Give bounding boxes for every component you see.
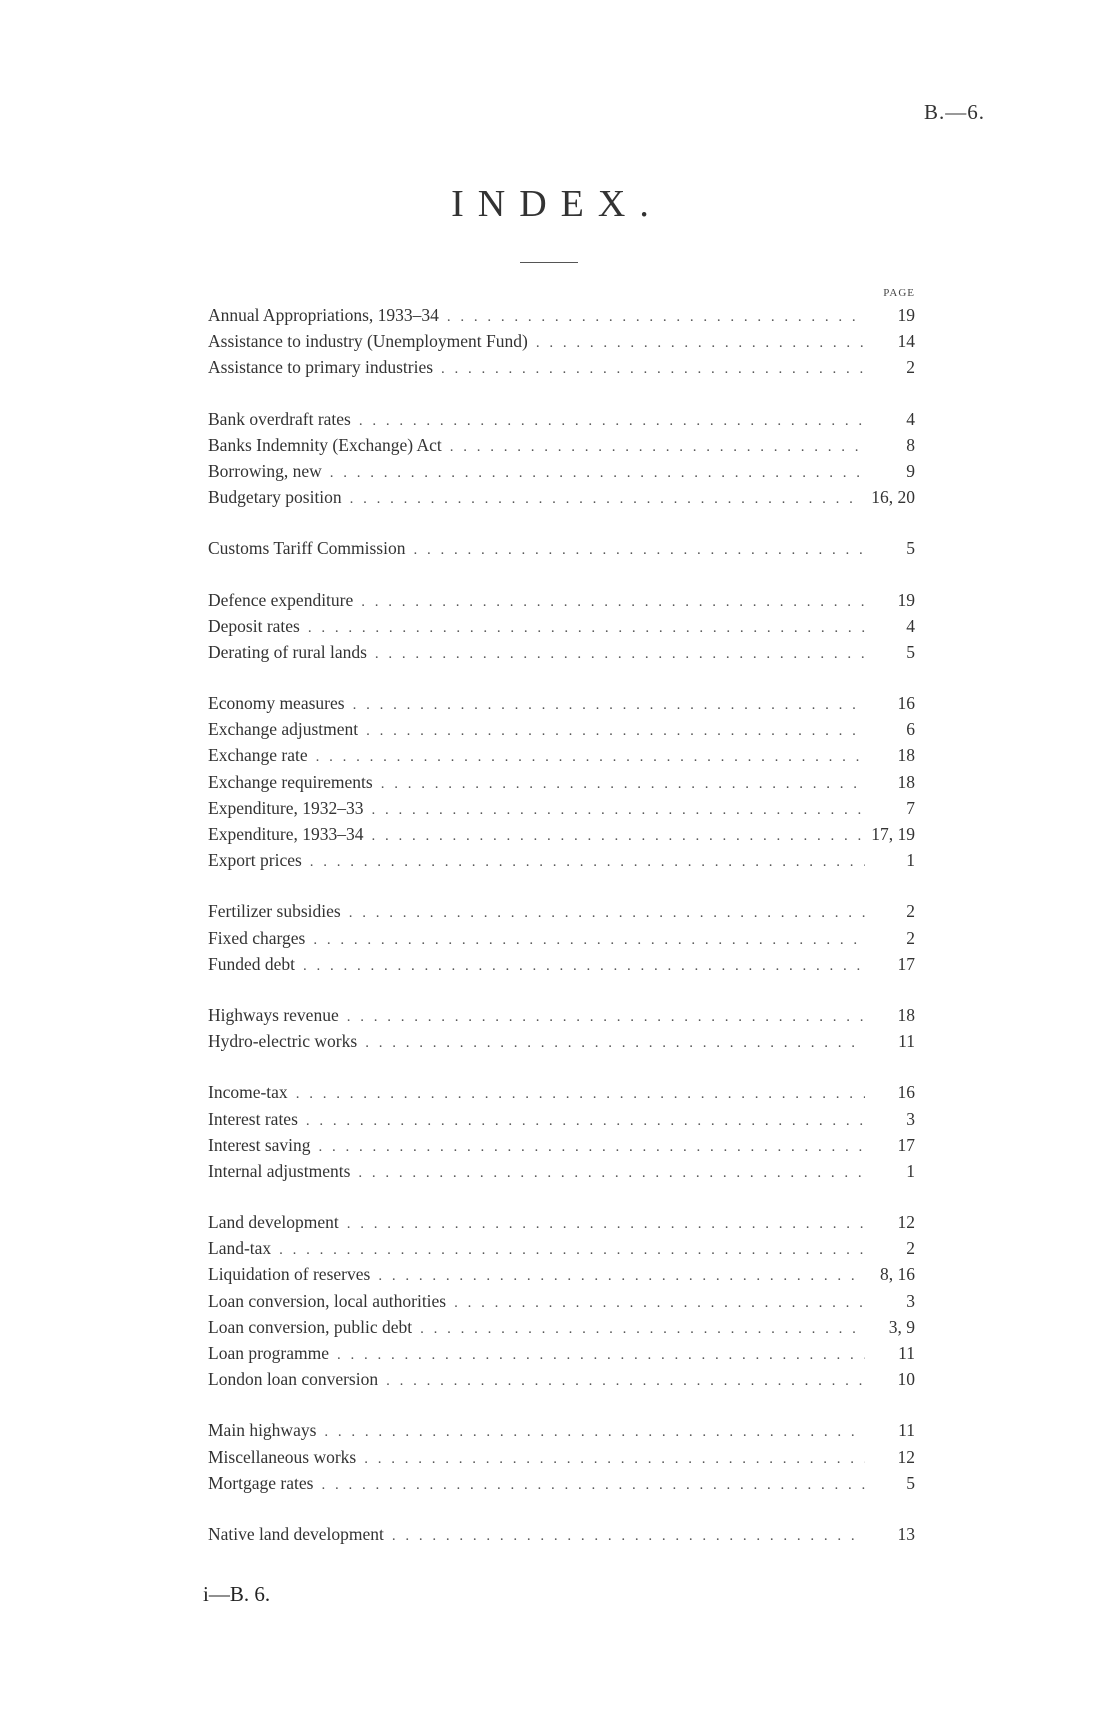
index-entry [208,1002,915,1028]
dot-leader [375,641,865,667]
index-entry-label: Interest saving [208,1134,311,1155]
dot-leader [364,1446,865,1472]
dot-leader [361,589,865,615]
index-entry-page: 10 [897,1369,915,1390]
index-entry-label: Expenditure, 1932–33 [208,797,364,818]
index-group [208,587,915,666]
index-entry-page: 16 [897,693,915,714]
dot-leader [386,1368,865,1394]
index-entry [208,1470,915,1496]
index-entry [208,1028,915,1054]
index-entry [208,328,915,354]
index-entry-page: 13 [897,1523,915,1544]
index-group [208,1079,915,1184]
index-entry-page: 12 [897,1446,915,1467]
dot-leader [536,330,865,356]
index-entry-label: Land development [208,1212,339,1233]
index-entry-page: 5 [906,1472,915,1493]
index-entry-label: Loan conversion, public debt [208,1316,413,1337]
index-entry-page: 16 [897,1082,915,1103]
index-group [208,690,915,873]
index-entry-label: Land-tax [208,1238,272,1259]
dot-leader [316,744,865,770]
index-entry-label: Expenditure, 1933–34 [208,824,364,844]
index-entry-label: London loan conversion [208,1369,379,1390]
index-entry [208,1366,915,1392]
index-entry-page: 8, 16 [880,1264,915,1285]
dot-leader [353,692,865,718]
dot-leader [319,1134,865,1160]
index-entry [208,769,915,795]
dot-leader [350,486,862,512]
index-entry-label: Native land development [208,1523,384,1544]
index-entry [208,690,915,716]
index-entry [208,925,915,951]
index-entry-label: Miscellaneous works [208,1446,357,1467]
index-entry-page: 5 [906,538,915,559]
index-entry-label: Assistance to primary industries [208,357,434,378]
index-entry-page: 1 [906,1160,915,1181]
index-group [208,1002,915,1054]
index-entry [208,1106,915,1132]
index-entry [208,1209,915,1235]
index-entry-page: 2 [906,357,915,378]
index-entry-page: 17, 19 [871,824,915,844]
dot-leader [349,900,865,926]
index-entry [208,458,915,484]
index-entry-page: 18 [897,745,915,766]
index-entry-page: 19 [897,589,915,610]
index-entry [208,898,915,924]
index-entry-page: 8 [906,434,915,455]
index-entry-label: Fixed charges [208,927,306,948]
index-entry [208,587,915,613]
index-entry [208,742,915,768]
index-entry [208,1521,915,1547]
index-entry-page: 17 [897,953,915,974]
index-entry [208,1417,915,1443]
dot-leader [296,1081,865,1107]
index-entry-label: Deposit rates [208,615,300,636]
index-group [208,302,915,381]
index-entry-label: Derating of rural lands [208,641,367,662]
dot-leader [441,356,865,382]
dot-leader [413,537,865,563]
dot-leader [372,797,865,823]
index-group [208,406,915,511]
index-entry-label: Bank overdraft rates [208,408,351,429]
dot-leader [279,1237,865,1263]
index-entry [208,1132,915,1158]
index-group [208,535,915,561]
index-entry-label: Funded debt [208,953,296,974]
dot-leader [450,434,865,460]
index-entry-page: 11 [898,1343,915,1363]
index-entry [208,1288,915,1314]
dot-leader [313,927,865,953]
index-entry [208,821,915,847]
index-entry-page: 3 [906,1290,915,1311]
index-entry-page: 4 [906,408,915,429]
index-entry [208,1444,915,1470]
dot-leader [365,1030,865,1056]
index-entry [208,1158,915,1184]
dot-leader [321,1472,865,1498]
index-entry [208,484,915,510]
index-entry-label: Exchange rate [208,745,308,766]
index-entry [208,1340,915,1366]
dot-leader [303,953,865,979]
index-entry-page: 19 [897,305,915,325]
dot-leader [420,1316,865,1342]
dot-leader [310,849,865,875]
index-entry-label: Economy measures [208,693,345,714]
index-entry-page: 1 [906,850,915,871]
index-entry [208,1261,915,1287]
index-entry [208,613,915,639]
index-entry [208,354,915,380]
dot-leader [306,1108,865,1134]
index-entry-label: Mortgage rates [208,1472,314,1493]
index-entry-page: 14 [897,331,915,352]
index-group [208,1417,915,1496]
dot-leader [359,408,865,434]
index-entry-page: 4 [906,615,915,636]
index-entry-label: Exchange requirements [208,771,373,792]
index-entry-label: Defence expenditure [208,589,354,610]
title-divider [520,262,578,263]
index-entry [208,302,915,328]
index-entry-page: 5 [906,641,915,662]
index-entry-page: 16, 20 [871,487,915,508]
index-entry-label: Loan programme [208,1343,329,1363]
index-entry-label: Income-tax [208,1082,288,1103]
index-entry-page: 2 [906,1238,915,1259]
index-entry [208,1235,915,1261]
index-entry [208,951,915,977]
index-entry [208,847,915,873]
index-entry-page: 3, 9 [888,1316,915,1337]
dot-leader [347,1211,865,1237]
dot-leader [366,718,865,744]
dot-leader [454,1290,865,1316]
page-reference: B.—6. [923,100,985,124]
index-entry-label: Fertilizer subsidies [208,901,341,922]
index-entry-label: Liquidation of reserves [208,1264,371,1285]
dot-leader [308,615,865,641]
index-entry [208,795,915,821]
index-entry [208,1079,915,1105]
index-entry-label: Internal adjustments [208,1160,351,1181]
dot-leader [324,1419,865,1445]
index-entry-label: Export prices [208,850,302,871]
dot-leader [381,771,865,797]
index-entry-page: 17 [897,1134,915,1155]
index-entry-page: 18 [897,771,915,792]
page-column-heading: PAGE [883,287,915,299]
index-entry-label: Hydro-electric works [208,1031,358,1052]
footer-signature: i—B. 6. [203,1582,271,1606]
dot-leader [447,304,865,330]
index-entry [208,639,915,665]
dot-leader [337,1342,865,1368]
index-group [208,1521,915,1547]
dot-leader [358,1160,865,1186]
index-entry-page: 11 [898,1031,915,1052]
index-entry-page: 11 [898,1420,915,1441]
index-entry-label: Loan conversion, local authorities [208,1290,447,1311]
index-entry-page: 12 [897,1212,915,1233]
index-entry [208,535,915,561]
index-entry-label: Borrowing, new [208,460,322,481]
index-entry-page: 7 [906,797,915,818]
index-entry [208,432,915,458]
dot-leader [378,1263,865,1289]
index-entry-label: Annual Appropriations, 1933–34 [208,305,439,325]
index-entry [208,716,915,742]
index-entry-label: Highways revenue [208,1004,339,1025]
index-group [208,898,915,977]
index-entry [208,406,915,432]
dot-leader [347,1004,865,1030]
index-entry-page: 2 [906,901,915,922]
index-entry-label: Banks Indemnity (Exchange) Act [208,434,442,455]
index-entry-page: 9 [906,460,915,481]
index-entry-page: 6 [906,719,915,740]
index-group [208,1209,915,1392]
index-entry-page: 2 [906,927,915,948]
index-entry-label: Exchange adjustment [208,719,359,740]
index-entry-page: 3 [906,1108,915,1129]
dot-leader [372,823,862,849]
index-entry-label: Interest rates [208,1108,298,1129]
index-entry-label: Budgetary position [208,487,342,508]
dot-leader [392,1523,865,1549]
index-entry-label: Customs Tariff Commission [208,538,406,559]
index-entry [208,1314,915,1340]
index-entry-label: Assistance to industry (Unemployment Fund) [208,331,528,352]
index-list [208,302,915,1572]
index-entry-page: 18 [897,1004,915,1025]
page-title: INDEX. [451,183,663,225]
index-entry-label: Main highways [208,1420,317,1441]
dot-leader [330,460,865,486]
